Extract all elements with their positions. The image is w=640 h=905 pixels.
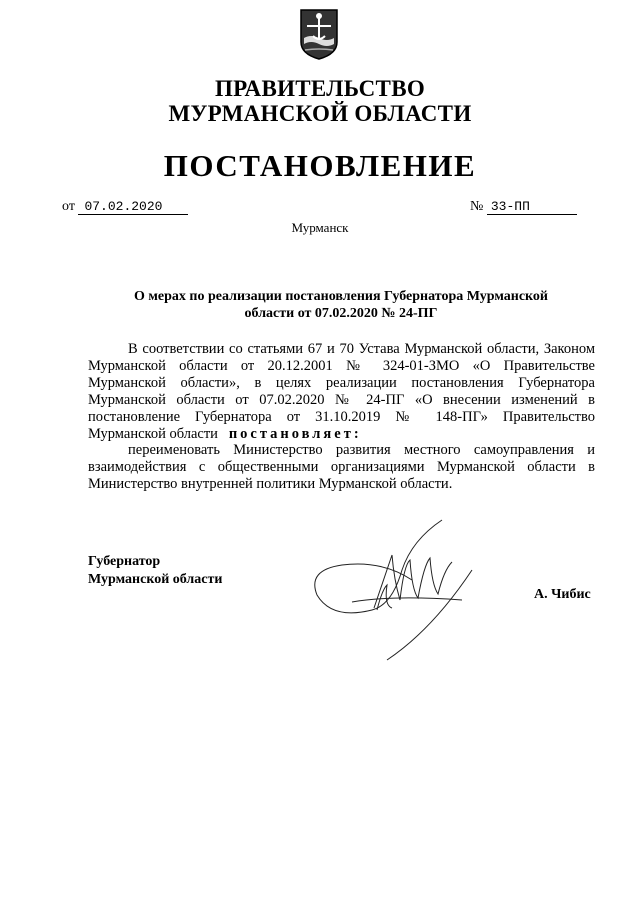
- government-name: [0, 76, 640, 126]
- document-subject: [88, 288, 594, 322]
- body-paragraph-2: переименовать Министерство развития местного самоуправления и взаимодействия с общественными организациями Мурманской области в Министерство внутренней политики Мурманской области.: [88, 442, 595, 493]
- body-paragraph-1: [88, 341, 595, 442]
- murmansk-coat-of-arms-icon: [299, 8, 339, 60]
- date-field: [62, 199, 188, 215]
- gov-line-1: ПРАВИТЕЛЬСТВО: [214, 76, 426, 101]
- signatory-title-line-2: Мурманской области: [88, 572, 223, 587]
- number-prefix: №: [470, 199, 484, 214]
- number-value: 33-ПП: [487, 200, 577, 215]
- subject-line-1: О мерах по реализации постановления Губернатора Мурманской: [133, 289, 549, 304]
- signatory-name: А. Чибис: [534, 587, 591, 602]
- date-value: 07.02.2020: [78, 200, 188, 215]
- body-paragraph-1-text: В соответствии со статьями 67 и 70 Устава Мурманской области, Законом Мурманской области от 20.12.2001 № 324-01-ЗМО «О Правительстве Мурманской области», в целях реализации постановления Губернатора Мурманской области от 07.02.2020 № 24-ПГ «О внесении изменений в постановление Губернатора от 31.10.2019 № 148-ПГ» Правительство Мурманской области: [88, 341, 595, 442]
- handwritten-signature: [292, 510, 492, 670]
- gov-line-2: МУРМАНСКОЙ ОБЛАСТИ: [168, 101, 472, 126]
- document-type-title: ПОСТАНОВЛЕНИЕ: [163, 148, 477, 183]
- signatory-title-line-1: Губернатор: [88, 554, 161, 569]
- decree-word: постановляет:: [228, 425, 362, 442]
- number-field: [470, 199, 577, 215]
- city-name: Мурманск: [291, 220, 349, 235]
- signatory-title: [88, 553, 222, 589]
- date-prefix: от: [62, 199, 75, 214]
- subject-line-2: области от 07.02.2020 № 24-ПГ: [244, 306, 438, 321]
- document-body: [88, 341, 595, 493]
